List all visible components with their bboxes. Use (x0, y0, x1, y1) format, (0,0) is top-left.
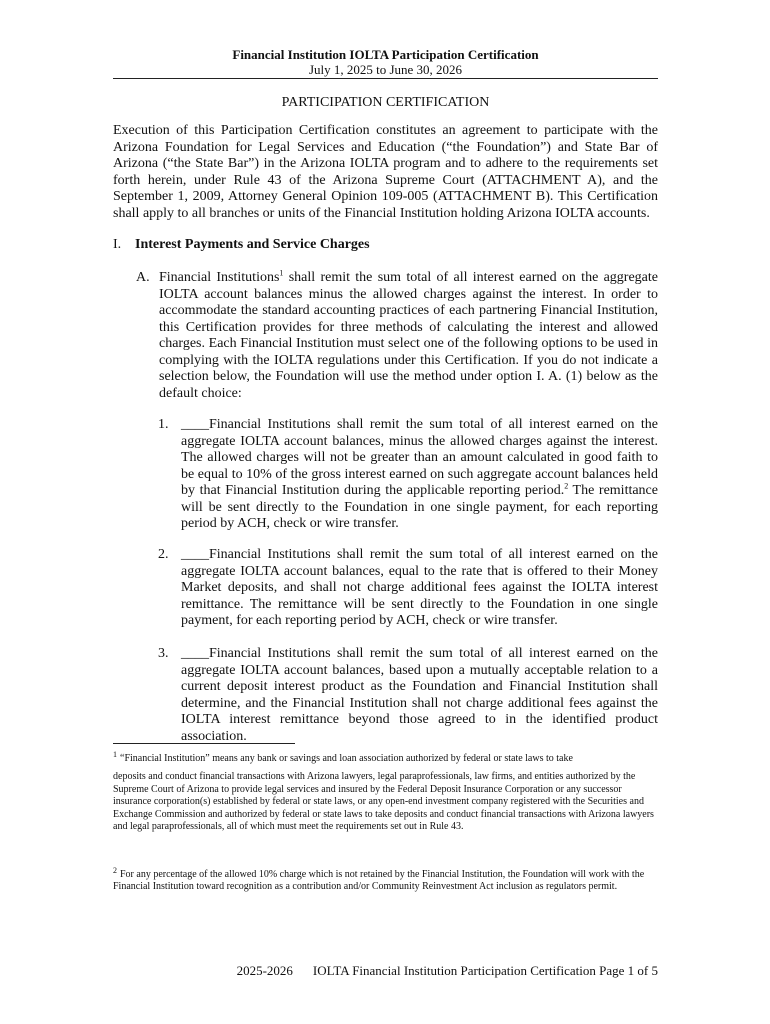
header-period: July 1, 2025 to June 30, 2026 (308, 62, 463, 77)
option-1 (158, 417, 658, 533)
option-3-label: 3. (158, 646, 169, 661)
section-title: PARTICIPATION CERTIFICATION (281, 95, 490, 110)
option-2-body: Financial Institutions shall remit the sum total of all interest earned on the aggregate IOLTA account balances, equal to the rate that is offered to their Money Market deposits, and shall not charge additional fees against the IOLTA interest remittance. The remittance will be sent directly to the Foundation in one single payment, for each reporting period by ACH, check or wire transfer. (181, 547, 658, 628)
item-a-text-start: Financial Institutions (159, 270, 280, 285)
footnote-2-text: For any percentage of the allowed 10% charge which is not retained by the Financial Institution, the Foundation will work with the Financial Institution toward recognition as a contribution and/or Community Reinvestment Act inclusion as regulators permit. (113, 869, 645, 893)
intro-part3: ). This Certification shall apply to all branches or units of the Financial Institution holding Arizona IOLTA accounts. (113, 189, 658, 221)
footnote-ref-1: 1 (279, 268, 284, 278)
footnote-2-mark: 2 (113, 865, 117, 875)
header-title: Financial Institution IOLTA Participation Certification (232, 47, 539, 62)
footer-text: IOLTA Financial Institution Participation Certification Page 1 of 5 (312, 963, 658, 978)
intro-part2: ), and the September 1, 2009, Attorney General Opinion 109-005 ( (113, 172, 658, 204)
option-2-blank[interactable]: ____ (181, 547, 209, 562)
item-a-text-rest: shall remit the sum total of all interest earned on the aggregate IOLTA account balances minus the allowed charges against the interest. In order to accommodate the standard accounting practices of each partnering Financial Institution, this Certification provides for three methods of calculating the interest and allowed charges. Each Financial Institution must select one of the following options to be used in complying with the IOLTA regulations under this Certification. If you do not indicate a selection below, the Foundation will use the method under option I. A. (1) below as the default choice: (159, 270, 658, 401)
footnote-ref-2: 2 (564, 481, 569, 491)
option-2 (158, 547, 658, 630)
section-heading-text: Interest Payments and Service Charges (135, 237, 370, 252)
footnote-divider (113, 743, 295, 744)
option-1-text-start: Financial Institutions shall remit the sum total of all interest earned on the aggregate IOLTA account balances, minus the allowed charges against the interest. The allowed charges will not be greater than an amount calculated in good faith to be equal to 10% of the gross interest earned on such aggregate account balances held by that Financial Institution during the applicable reporting period. (181, 417, 658, 498)
attachment-a-ref: ATTACHMENT A (486, 172, 598, 188)
footnote-1-continuation: deposits and conduct financial transactions with Arizona lawyers, legal paraprofessionals, law firms, and entities authorized by the Supreme Court of Arizona to provide legal services and insured by the Federal Deposit Insurance Corporation or any successor insurance corporation(s) established by federal or state laws, or any open-end investment company registered with the Securities and Exchange Commission and authorized by federal or state laws to take deposits and conduct financial transactions with Arizona lawyers and legal paraprofessionals, all of which must meet the requirements set out in Rule 43. (113, 771, 654, 833)
item-a (136, 270, 658, 402)
option-1-label: 1. (158, 417, 169, 432)
option-1-text-rest: The remittance will be sent directly to the Foundation in one single payment, for each reporting period by ACH, check or wire transfer. (181, 483, 658, 531)
option-1-text (181, 417, 658, 533)
option-3-text (181, 646, 658, 745)
footnote-1-first-line: “Financial Institution” means any bank or savings and loan association authorized by federal or state laws to take (120, 753, 573, 764)
intro-paragraph (113, 123, 658, 222)
footnote-1-mark: 1 (113, 749, 117, 759)
header-divider (113, 78, 658, 79)
option-3 (158, 646, 658, 745)
option-2-label: 2. (158, 547, 169, 562)
intro-part1: Execution of this Participation Certification constitutes an agreement to participate with the Arizona Foundation for Legal Services and Education (“the Foundation”) and State Bar of Arizona (“the State Bar”) in the Arizona IOLTA program and to adhere to the requirements set forth herein, under Rule 43 of the Arizona Supreme Court ( (113, 123, 658, 188)
item-a-label: A. (136, 270, 150, 285)
attachment-b-ref: ATTACHMENT B (437, 189, 546, 204)
footnote-2 (113, 865, 658, 894)
option-2-text (181, 547, 658, 630)
section-number: I. (113, 237, 122, 252)
option-3-blank[interactable]: ____ (181, 646, 209, 661)
page-header (113, 47, 658, 77)
option-3-body: Financial Institutions shall remit the sum total of all interest earned on the aggregate IOLTA account balances, based upon a mutually acceptable relation to a current deposit interest product as the Foundation and Financial Institution shall determine, and the Financial Institution shall not charge additional fees against the IOLTA interest remittance beyond those agreed to in the identified product association. (181, 646, 658, 744)
footer-year: 2025-2026 (236, 963, 293, 978)
option-1-blank[interactable]: ____ (181, 417, 209, 432)
section-heading-i (113, 237, 370, 253)
footnote-1 (113, 749, 658, 833)
page-footer (113, 963, 658, 979)
item-a-text (159, 270, 658, 402)
